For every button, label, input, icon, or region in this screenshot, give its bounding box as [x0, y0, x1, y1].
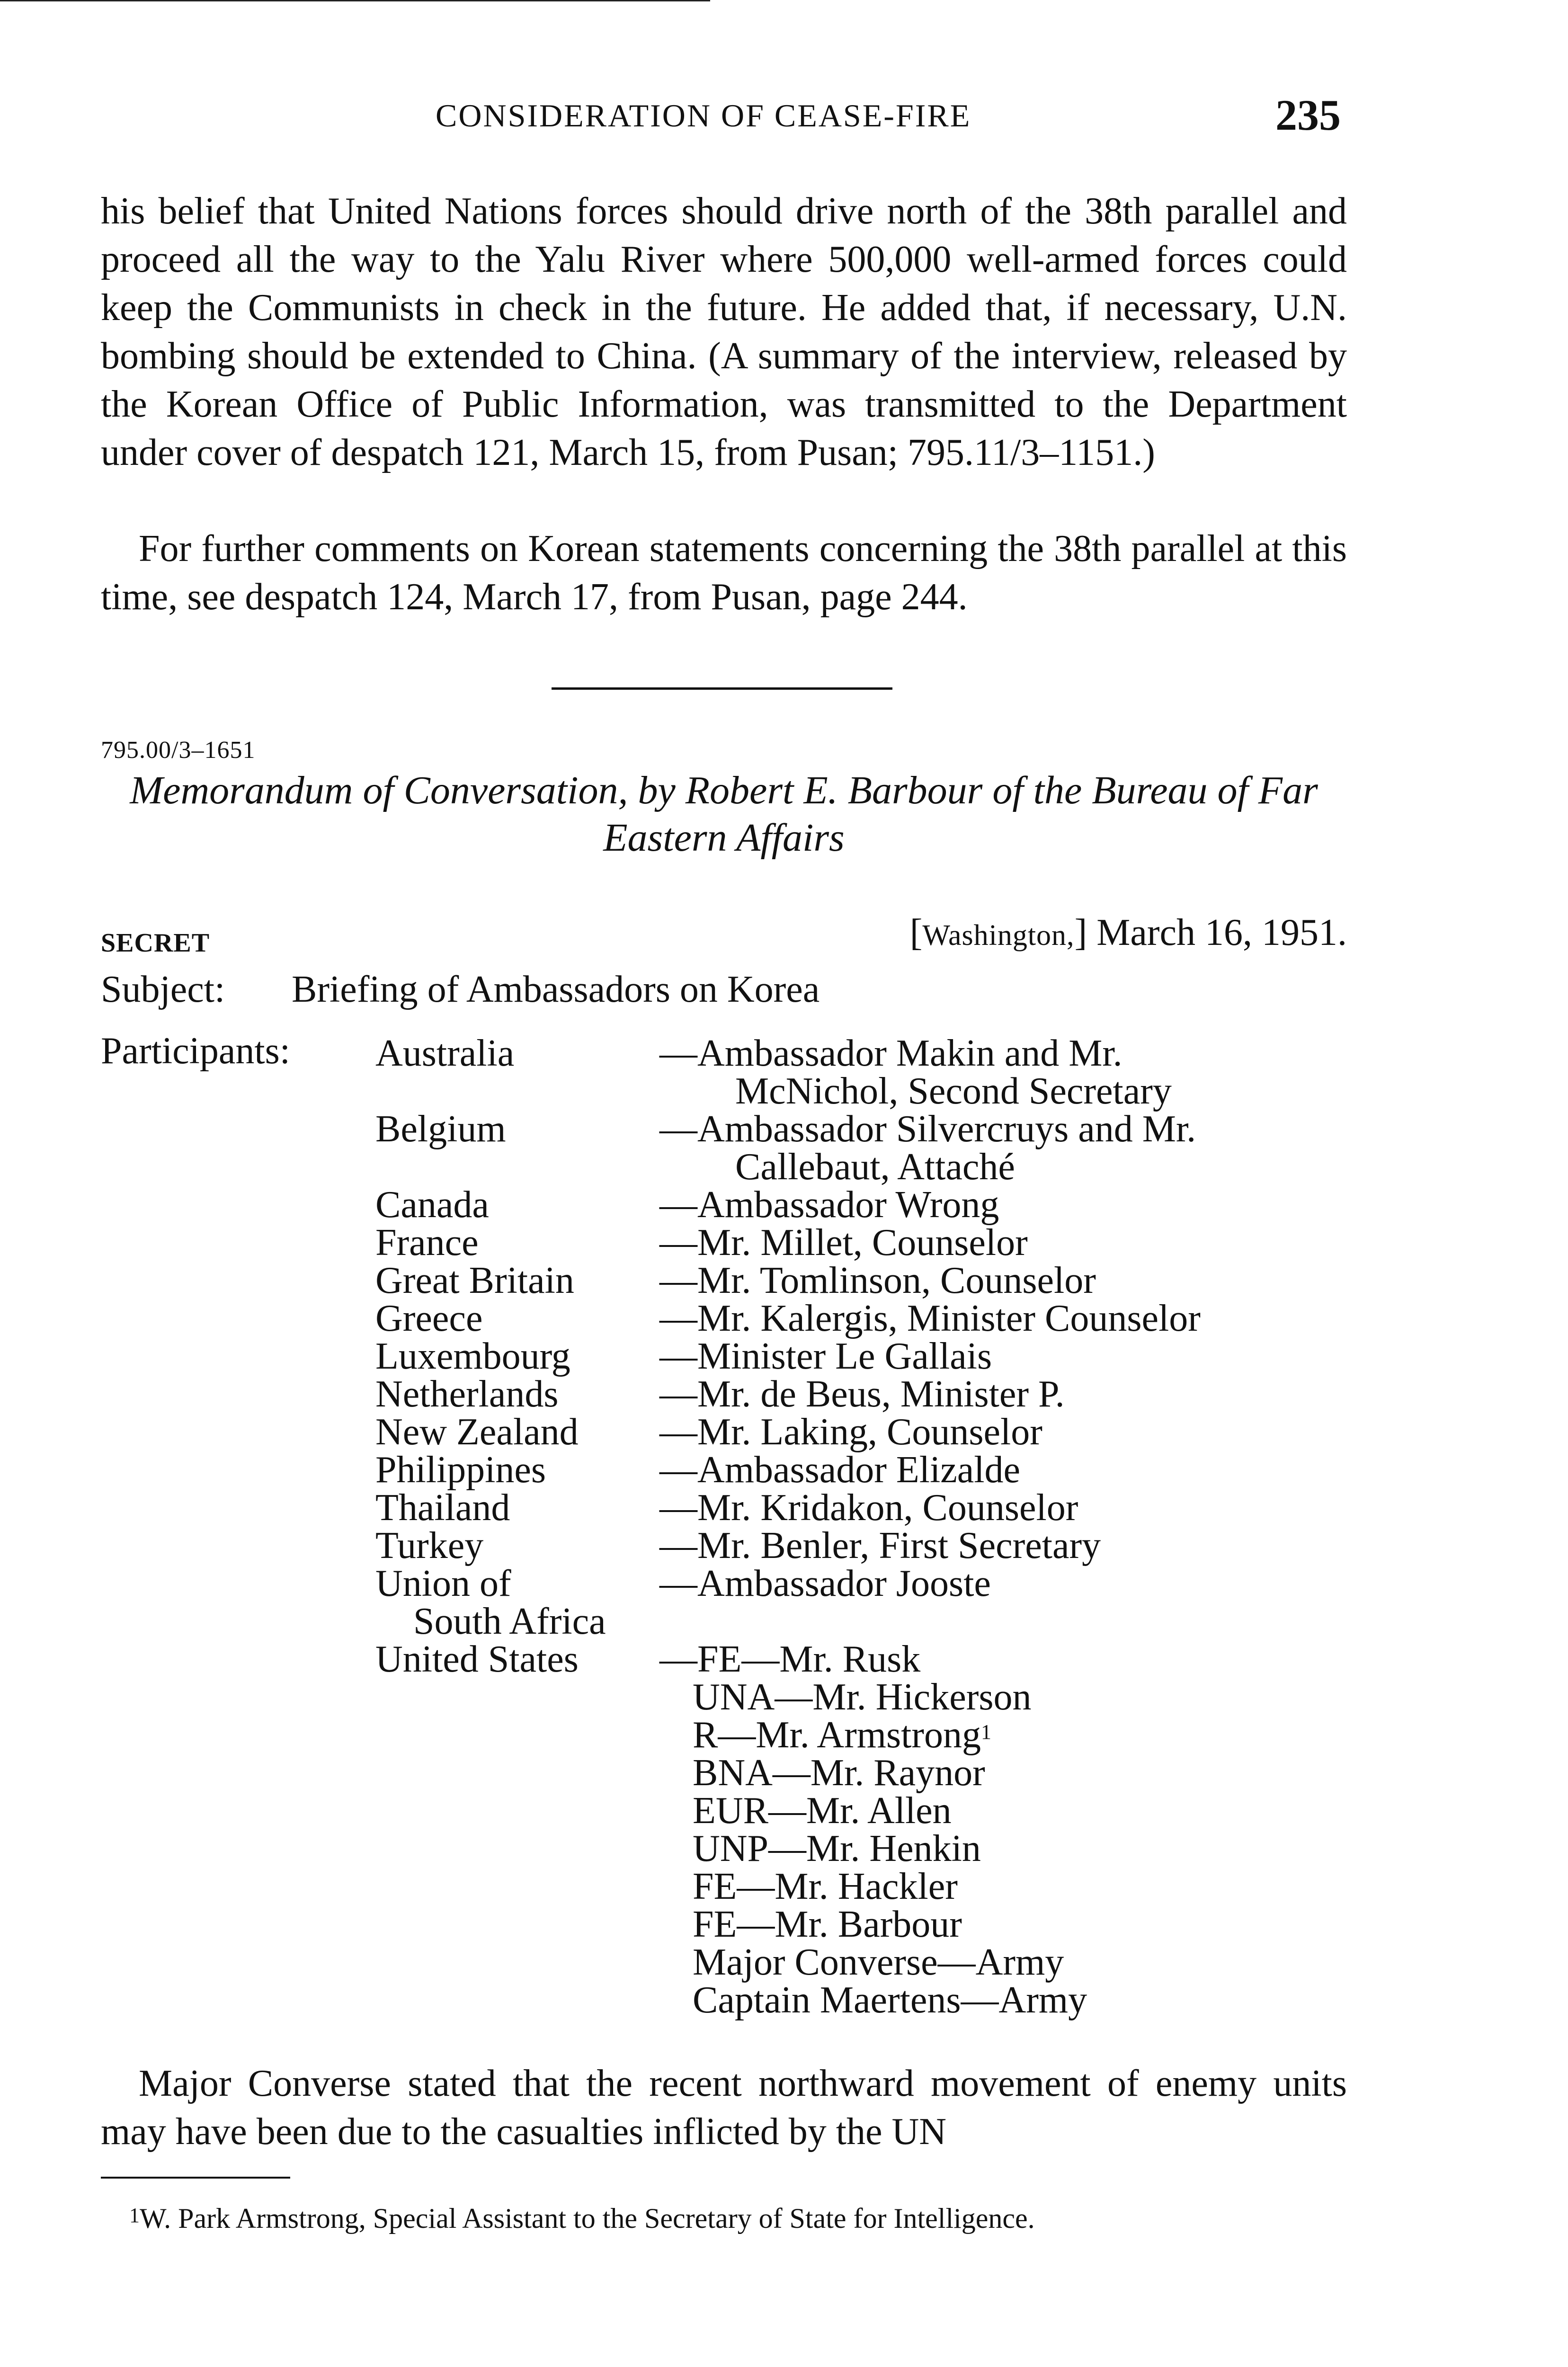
participant-rep: —Minister Le Gallais: [659, 1335, 992, 1377]
participant-rep-cont: McNichol, Second Secretary: [735, 1070, 1172, 1112]
participant-rep: —Mr. Kalergis, Minister Counselor: [659, 1298, 1201, 1339]
participant-country: Belgium: [375, 1108, 506, 1150]
us-participant: Major Converse—Army: [693, 1941, 1064, 1983]
dateline-close-bracket: ]: [1074, 912, 1087, 953]
intro-paragraph-2: For further comments on Korean statements concerning the 38th parallel at this time, see despatch 124, March 17, from Pusan, page 244.: [101, 528, 1347, 618]
us-participant: UNA—Mr. Hickerson: [693, 1676, 1032, 1718]
footnote-rule: [101, 2177, 290, 2179]
page-number: 235: [1275, 91, 1341, 139]
participant-rep-cont: Callebaut, Attaché: [735, 1146, 1015, 1188]
participant-country: Union of: [375, 1563, 511, 1604]
body-paragraph: Major Converse stated that the recent northward movement of enemy units may have been due to the casualties inflicted by the UN: [101, 2063, 1347, 2153]
participant-rep: —Mr. Laking, Counselor: [659, 1411, 1042, 1453]
participant-country: Great Britain: [375, 1260, 574, 1301]
footnote-text: W. Park Armstrong, Special Assistant to the Secretary of State for Intelligence.: [140, 2203, 1035, 2234]
participant-country: Luxembourg: [375, 1335, 570, 1377]
participant-country: Greece: [375, 1298, 483, 1339]
section-separator: [552, 687, 892, 690]
participant-rep: —Ambassador Elizalde: [659, 1449, 1020, 1491]
us-participant: R—Mr. Armstrong$^1$: [693, 1714, 991, 1756]
participant-country: Thailand: [375, 1487, 510, 1529]
document-title: Memorandum of Conversation, by Robert E. Barbour of the Bureau of Far Eastern Affairs: [130, 768, 1318, 860]
participant-rep: —Mr. Millet, Counselor: [659, 1222, 1028, 1264]
participant-rep: —Ambassador Silvercruys and Mr.: [659, 1108, 1196, 1150]
dateline-date: March 16, 1951.: [1096, 912, 1347, 953]
subject-line: [101, 968, 820, 1011]
footnote: [101, 2201, 1347, 2235]
us-participant: EUR—Mr. Allen: [693, 1790, 952, 1832]
participant-rep: —Mr. Kridakon, Counselor: [659, 1487, 1078, 1529]
file-number: 795.00/3–1651: [101, 737, 256, 764]
participant-country: United States: [375, 1638, 579, 1680]
participant-rep: —Mr. Benler, First Secretary: [659, 1525, 1101, 1566]
dateline-place: Washington,: [922, 919, 1075, 952]
participant-rep: —Ambassador Makin and Mr.: [659, 1032, 1123, 1074]
participant-country: New Zealand: [375, 1411, 579, 1453]
participant-rep: —Mr. Tomlinson, Counselor: [659, 1260, 1096, 1301]
footnote-marker: 1: [129, 2204, 140, 2227]
us-participant: FE—Mr. Barbour: [693, 1904, 962, 1945]
us-participant: Captain Maertens—Army: [693, 1979, 1087, 2021]
participant-country: Turkey: [375, 1525, 484, 1566]
subject-label: Subject:: [101, 969, 225, 1010]
participant-country: France: [375, 1222, 479, 1264]
dateline-open-bracket: [: [909, 912, 923, 953]
classification-label: SECRET: [101, 928, 210, 958]
intro-paragraph-1: his belief that United Nations forces should drive north of the 38th parallel and proceed all the way to the Yalu River where 500,000 well-armed forces could keep the Communists in check in the future. He added that, if necessary, U.N. bombing should be extended to China. (A summary of the interview, released by the Korean Office of Public Information, was transmitted to the Department under cover of despatch 121, March 15, from Pusan; 795.11/3–1151.): [101, 190, 1347, 473]
running-head: CONSIDERATION OF CEASE-FIRE: [436, 98, 971, 133]
scan-edge-line: [0, 0, 710, 1]
participant-rep: —Ambassador Wrong: [659, 1184, 999, 1226]
participant-country: Canada: [375, 1184, 489, 1226]
participant-country: Philippines: [375, 1449, 546, 1491]
participants-label: Participants:: [101, 1030, 290, 1072]
dateline: [910, 911, 1347, 954]
us-participant: UNP—Mr. Henkin: [693, 1828, 981, 1869]
participant-rep: —Mr. de Beus, Minister P.: [659, 1373, 1065, 1415]
participant-country: Australia: [375, 1032, 515, 1074]
participant-country-cont: South Africa: [413, 1601, 606, 1642]
participant-rep: —Ambassador Jooste: [659, 1563, 991, 1604]
us-participant: BNA—Mr. Raynor: [693, 1752, 985, 1794]
us-participant: FE—Mr. Hackler: [693, 1866, 958, 1907]
participant-country: Netherlands: [375, 1373, 559, 1415]
footnote-reference: 1: [980, 1720, 991, 1744]
participant-rep: —FE—Mr. Rusk: [659, 1638, 921, 1680]
subject-value: Briefing of Ambassadors on Korea: [292, 969, 820, 1010]
